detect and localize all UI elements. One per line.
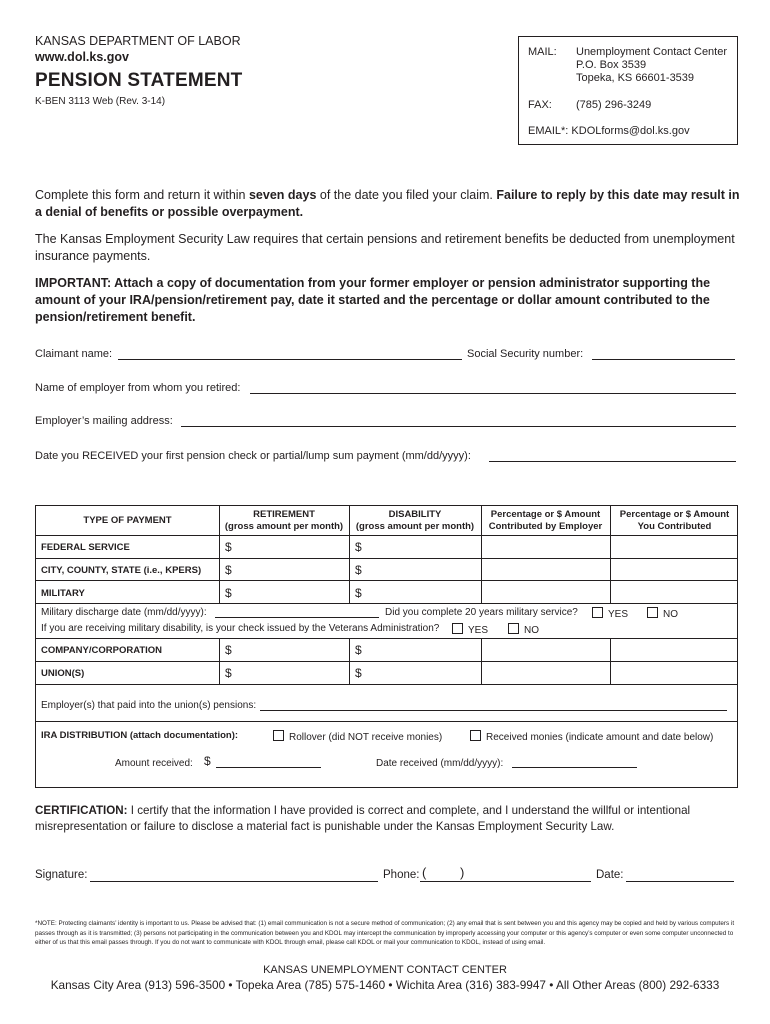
ira-rollover-option[interactable]: Rollover (did NOT receive monies) [273,730,442,743]
city-retirement-field[interactable]: $ [225,563,232,577]
fax-label: FAX: [528,99,552,111]
date-received-field[interactable] [512,767,637,768]
employer-address-label: Employer’s mailing address: [35,415,173,427]
form-number: K-BEN 3113 Web (Rev. 3-14) [35,96,166,107]
claimant-name-label: Claimant name: [35,348,113,360]
contact-box [518,36,738,145]
privacy-note: *NOTE: Protecting claimants’ identity is important to us. Please be advised that: (1) email communication is not a secure method of communication; (2) any email that is sent between you and this agency may be copied and held by various computers it passes through as it is transmitted; (3) persons not participating in the communication between you and KDOL may intercept the communication by improperly accessing your computer or this agency’s computer or even some computer unconnected to either of us that this email passes through. If you do not want to communicate with KDOL through email, please call KDOL or mail your communication to KDOL, instead of using email. [35,920,735,947]
signature-label: Signature: [35,869,88,881]
company-retirement-field[interactable]: $ [225,643,232,657]
military-20-years-question: Did you complete 20 years military service? [385,607,578,618]
col-header-your-contribution: Percentage or $ Amount You Contributed [619,509,730,532]
ira-received-option[interactable]: Received monies (indicate amount and date below) [470,730,713,743]
checkbox-icon[interactable] [508,623,519,634]
military-discharge-field[interactable] [215,617,379,618]
mail-label: MAIL: [528,46,557,58]
military-va-yes[interactable]: YES [452,623,488,636]
date-received-label: Date received (mm/dd/yyyy): [376,758,504,769]
col-header-employer-contribution: Percentage or $ Amount Contributed by Employer [488,509,603,532]
email-address[interactable]: KDOLforms@dol.ks.gov [571,125,690,137]
military-va-question: If you are receiving military disability, is your check issued by the Veterans Administration? [41,623,440,634]
pension-table [35,505,738,788]
email-label: EMAIL*: [528,125,569,137]
email-line [528,124,690,138]
certification: CERTIFICATION: I certify that the information I have provided is correct and complete, and I understand the willful or intentional misrepresentation or failure to disclose a material fact is punishable under the Kansas Employment Security Law. [35,804,691,833]
checkbox-icon[interactable] [452,623,463,634]
first-payment-date-field[interactable] [489,461,736,462]
military-discharge-label: Military discharge date (mm/dd/yyyy): [41,607,207,618]
date-field[interactable] [626,881,734,882]
checkbox-icon[interactable] [592,607,603,618]
phone-field[interactable] [420,881,591,882]
instruction-law: The Kansas Employment Security Law requires that certain pensions and retirement benefits be deducted from unemployment insurance payments. [35,232,735,263]
company-disability-field[interactable]: $ [355,643,362,657]
checkbox-icon[interactable] [647,607,658,618]
military-20-no[interactable]: NO [647,607,678,620]
amount-received-label: Amount received: [115,758,193,769]
row-label-city-county-state: CITY, COUNTY, STATE (i.e., KPERS) [41,565,202,576]
fax-number: (785) 296-3249 [576,99,652,111]
instruction-deadline: Complete this form and return it within seven days of the date you filed your claim. Failure to reply by this date may result in a denial of benefits or possible overpayment. [35,188,740,219]
first-payment-date-label: Date you RECEIVED your first pension check or partial/lump sum payment (mm/dd/yyyy): [35,450,471,462]
mail-address-line3: Topeka, KS 66601-3539 [576,72,695,84]
military-retirement-field[interactable]: $ [225,586,232,600]
ssn-label: Social Security number: [467,348,584,360]
employer-name-label: Name of employer from whom you retired: [35,382,241,394]
ira-label: IRA DISTRIBUTION (attach documentation): [41,730,239,741]
federal-disability-field[interactable]: $ [355,540,362,554]
row-label-company: COMPANY/CORPORATION [41,645,163,656]
agency-website: www.dol.ks.gov [35,50,129,64]
col-header-retirement: RETIREMENT (gross amount per month) [224,509,344,532]
ssn-field[interactable] [592,359,735,360]
city-disability-field[interactable]: $ [355,563,362,577]
col-header-type: TYPE OF PAYMENT [83,515,172,526]
signature-field[interactable] [90,881,378,882]
phone-label: Phone: [383,869,420,881]
military-20-yes[interactable]: YES [592,607,628,620]
phone-paren-close: ) [460,865,465,880]
union-employers-field[interactable] [260,710,727,711]
union-retirement-field[interactable]: $ [225,666,232,680]
union-employers-label: Employer(s) that paid into the union(s) pensions: [41,700,257,711]
row-label-federal: FEDERAL SERVICE [41,542,130,553]
mail-address-line1: Unemployment Contact Center [576,46,728,58]
amount-received-field[interactable] [216,767,321,768]
page-title: PENSION STATEMENT [35,70,243,91]
col-header-disability: DISABILITY (gross amount per month) [355,509,475,532]
phone-paren-open: ( [422,865,427,880]
union-disability-field[interactable]: $ [355,666,362,680]
amount-received-currency: $ [204,754,211,768]
employer-name-field[interactable] [250,393,736,394]
checkbox-icon[interactable] [470,730,481,741]
claimant-name-field[interactable] [118,359,462,360]
mail-address-line2: P.O. Box 3539 [576,59,647,71]
footer-phone-numbers: Kansas City Area (913) 596-3500 • Topeka Area (785) 575-1460 • Wichita Area (316) 383-9947 • All Other Areas (800) 292-6333 [50,978,720,992]
employer-address-field[interactable] [181,426,736,427]
military-disability-field[interactable]: $ [355,586,362,600]
date-label: Date: [596,869,624,881]
instruction-important: IMPORTANT: Attach a copy of documentation from your former employer or pension administrator supporting the amount of your IRA/pension/retirement pay, date it started and the percentage or dollar amount contributed to the pension/retirement benefit. [35,276,711,324]
footer-center-name: KANSAS UNEMPLOYMENT CONTACT CENTER [263,964,507,976]
military-va-no[interactable]: NO [508,623,539,636]
federal-retirement-field[interactable]: $ [225,540,232,554]
row-label-union: UNION(S) [41,668,85,679]
agency-name: KANSAS DEPARTMENT OF LABOR [35,34,241,48]
row-label-military: MILITARY [41,588,85,599]
checkbox-icon[interactable] [273,730,284,741]
